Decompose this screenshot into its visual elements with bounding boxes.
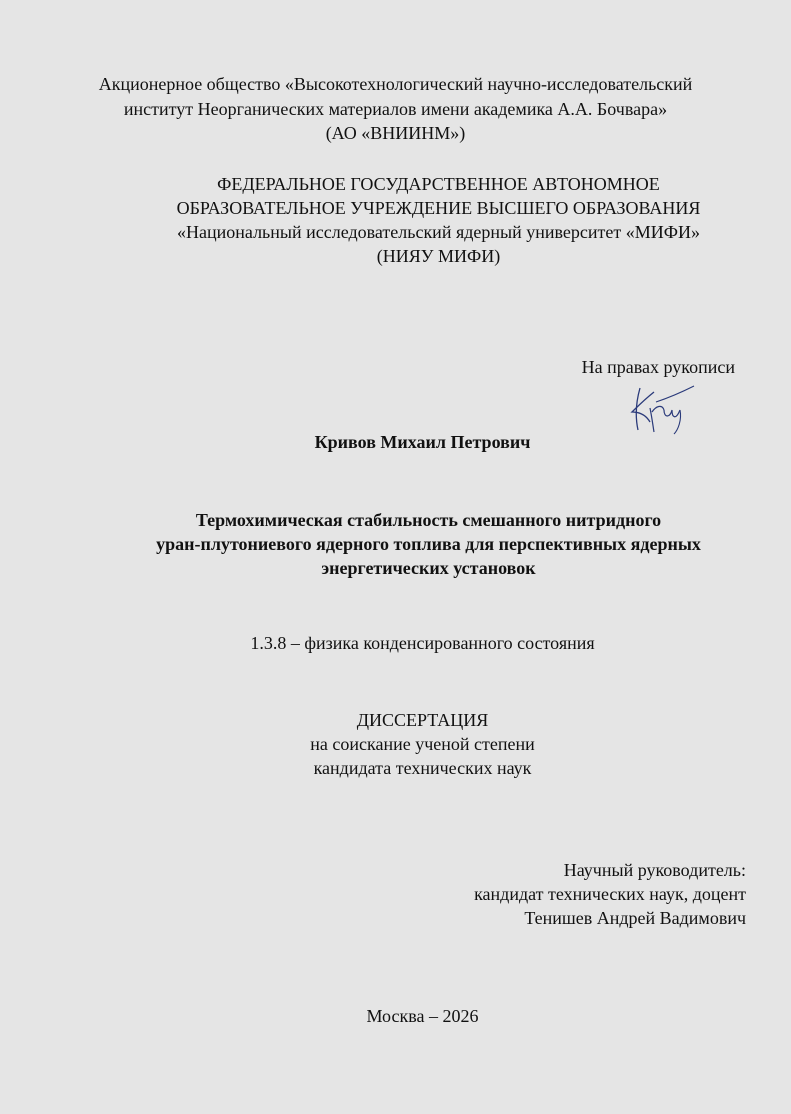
university-line-1: ФЕДЕРАЛЬНОЕ ГОСУДАРСТВЕННОЕ АВТОНОМНОЕ xyxy=(217,174,660,194)
thesis-title-line-3: энергетических установок xyxy=(321,558,536,578)
dissertation-heading: ДИССЕРТАЦИЯ xyxy=(356,710,489,730)
specialty: 1.3.8 – физика конденсированного состояния xyxy=(250,633,595,653)
city-year: Москва – 2026 xyxy=(366,1006,479,1026)
university-line-4: (НИЯУ МИФИ) xyxy=(376,246,501,266)
supervisor-label: Научный руководитель: xyxy=(563,860,746,880)
dissertation-line-1: на соискание ученой степени xyxy=(310,734,535,754)
university-line-3: «Национальный исследовательский ядерный университет «МИФИ» xyxy=(177,222,700,242)
organization-line-2: институт Неорганических материалов имени академика А.А. Бочвара» xyxy=(123,99,668,119)
author-name: Кривов Михаил Петрович xyxy=(314,432,531,452)
dissertation-line-2: кандидата технических наук xyxy=(313,758,532,778)
handwritten-signature-icon xyxy=(626,382,696,436)
organization-line-1: Акционерное общество «Высокотехнологический научно-исследовательский xyxy=(98,74,693,94)
organization-line-3: (АО «ВНИИНМ») xyxy=(325,123,466,143)
thesis-title-line-1: Термохимическая стабильность смешанного нитридного xyxy=(195,510,662,530)
manuscript-note: На правах рукописи xyxy=(581,357,735,377)
supervisor-degree: кандидат технических наук, доцент xyxy=(474,884,746,904)
supervisor-name: Тенишев Андрей Вадимович xyxy=(524,908,746,928)
university-line-2: ОБРАЗОВАТЕЛЬНОЕ УЧРЕЖДЕНИЕ ВЫСШЕГО ОБРАЗОВАНИЯ xyxy=(176,198,701,218)
thesis-title-line-2: уран-плутониевого ядерного топлива для перспективных ядерных xyxy=(156,534,701,554)
